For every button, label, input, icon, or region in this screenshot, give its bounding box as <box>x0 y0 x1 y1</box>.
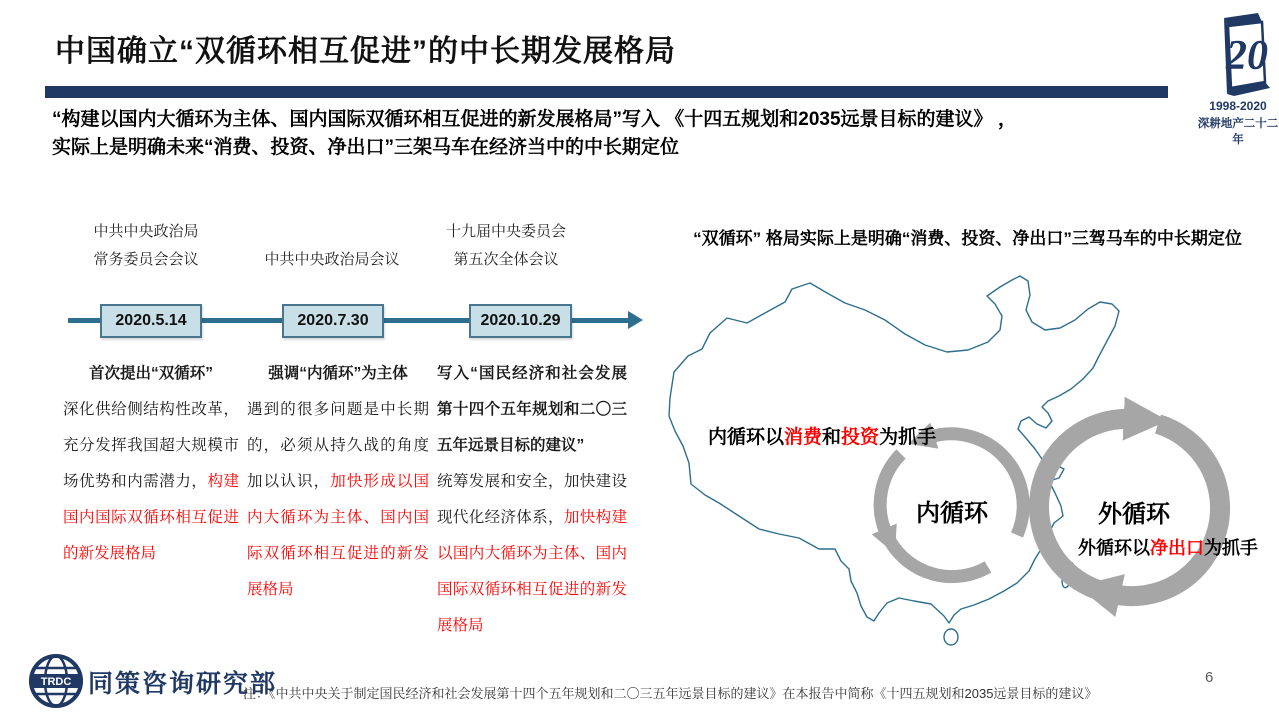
column-1-heading: 首次提出“双循环” <box>88 365 213 382</box>
column-2-body: 遇到的很多问题是中长期的，必须从持久战的角度加以认识， <box>247 401 429 490</box>
anniversary-20-icon <box>1202 6 1274 98</box>
column-3-body: 统筹发展和安全，加快建设现代化经济体系， <box>437 473 627 526</box>
inner-cycle-caption: 内循环以消费和投资为抓手 <box>708 427 937 448</box>
timeline-event-1-label: 中共中央政治局 常务委员会会议 <box>93 223 199 268</box>
page-title: 中国确立“双循环相互促进”的中长期发展格局 <box>55 35 676 68</box>
column-3-highlight: 加快构建以国内大循环为主体、国内国际双循环相互促进的新发展格局 <box>437 509 627 634</box>
title-underline-bar <box>45 86 1168 98</box>
logo-tagline: 深耕地产二十二年 <box>1197 118 1279 146</box>
diagram-title: “双循环” 格局实际上是明确“消费、投资、净出口”三驾马车的中长期定位 <box>693 229 1242 248</box>
column-1-body: 深化供给侧结构性改革，充分发挥我国超大规模市场优势和内需潜力， <box>63 401 239 490</box>
column-1-highlight: 构建国内国际双循环相互促进的新发展格局 <box>63 473 239 562</box>
slide-subtitle <box>52 106 1182 162</box>
subtitle-line-2: 实际上是明确未来“消费、投资、净出口”三架马车在经济当中的中长期定位 <box>52 137 680 158</box>
timeline-event-2-label: 中共中央政治局会议 <box>264 251 400 268</box>
timeline-date-1: 2020.5.14 <box>100 304 202 338</box>
timeline-date-2: 2020.7.30 <box>282 304 384 338</box>
outer-cycle-caption: 外循环以净出口为抓手 <box>1078 538 1258 558</box>
column-2 <box>247 356 429 608</box>
hainan-island <box>944 629 958 645</box>
footnote: 注：《中共中央关于制定国民经济和社会发展第十四个五年规划和二〇三五年远景目标的建议》在本报告中简称《十四五规划和2035远景目标的建议》 <box>243 686 1098 701</box>
column-1 <box>63 356 239 572</box>
subtitle-line-1: “构建以国内大循环为主体、国内国际双循环相互促进的新发展格局”写入 《十四五规划和2035远景目标的建议》 ， <box>52 109 1017 130</box>
column-3-heading: 写入“国民经济和社会发展第十四个五年规划和二〇三五年远景目标的建议” <box>437 365 627 454</box>
page-number: 6 <box>1205 669 1214 686</box>
outer-cycle-label: 外循环 <box>1098 501 1170 528</box>
timeline-event-3-label: 十九届中央委员会 第五次全体会议 <box>445 223 566 268</box>
svg-text:20: 20 <box>1226 33 1268 79</box>
trdc-logo-icon <box>28 653 84 714</box>
svg-text:TRDC: TRDC <box>40 676 72 688</box>
china-map-dual-circulation-diagram <box>660 270 1275 680</box>
column-2-heading: 强调“内循环”为主体 <box>268 365 408 382</box>
brand-name: 同策咨询研究部 <box>88 670 278 698</box>
column-3 <box>437 356 627 644</box>
logo-years: 1998-2020 <box>1209 99 1267 113</box>
column-2-highlight: 加快形成以国内大循环为主体、国内国际双循环相互促进的新发展格局 <box>247 473 429 598</box>
timeline-date-3: 2020.10.29 <box>469 304 572 338</box>
timeline-arrow-icon <box>628 311 643 329</box>
inner-cycle-label: 内循环 <box>916 500 988 527</box>
anniversary-logo <box>1196 6 1279 146</box>
